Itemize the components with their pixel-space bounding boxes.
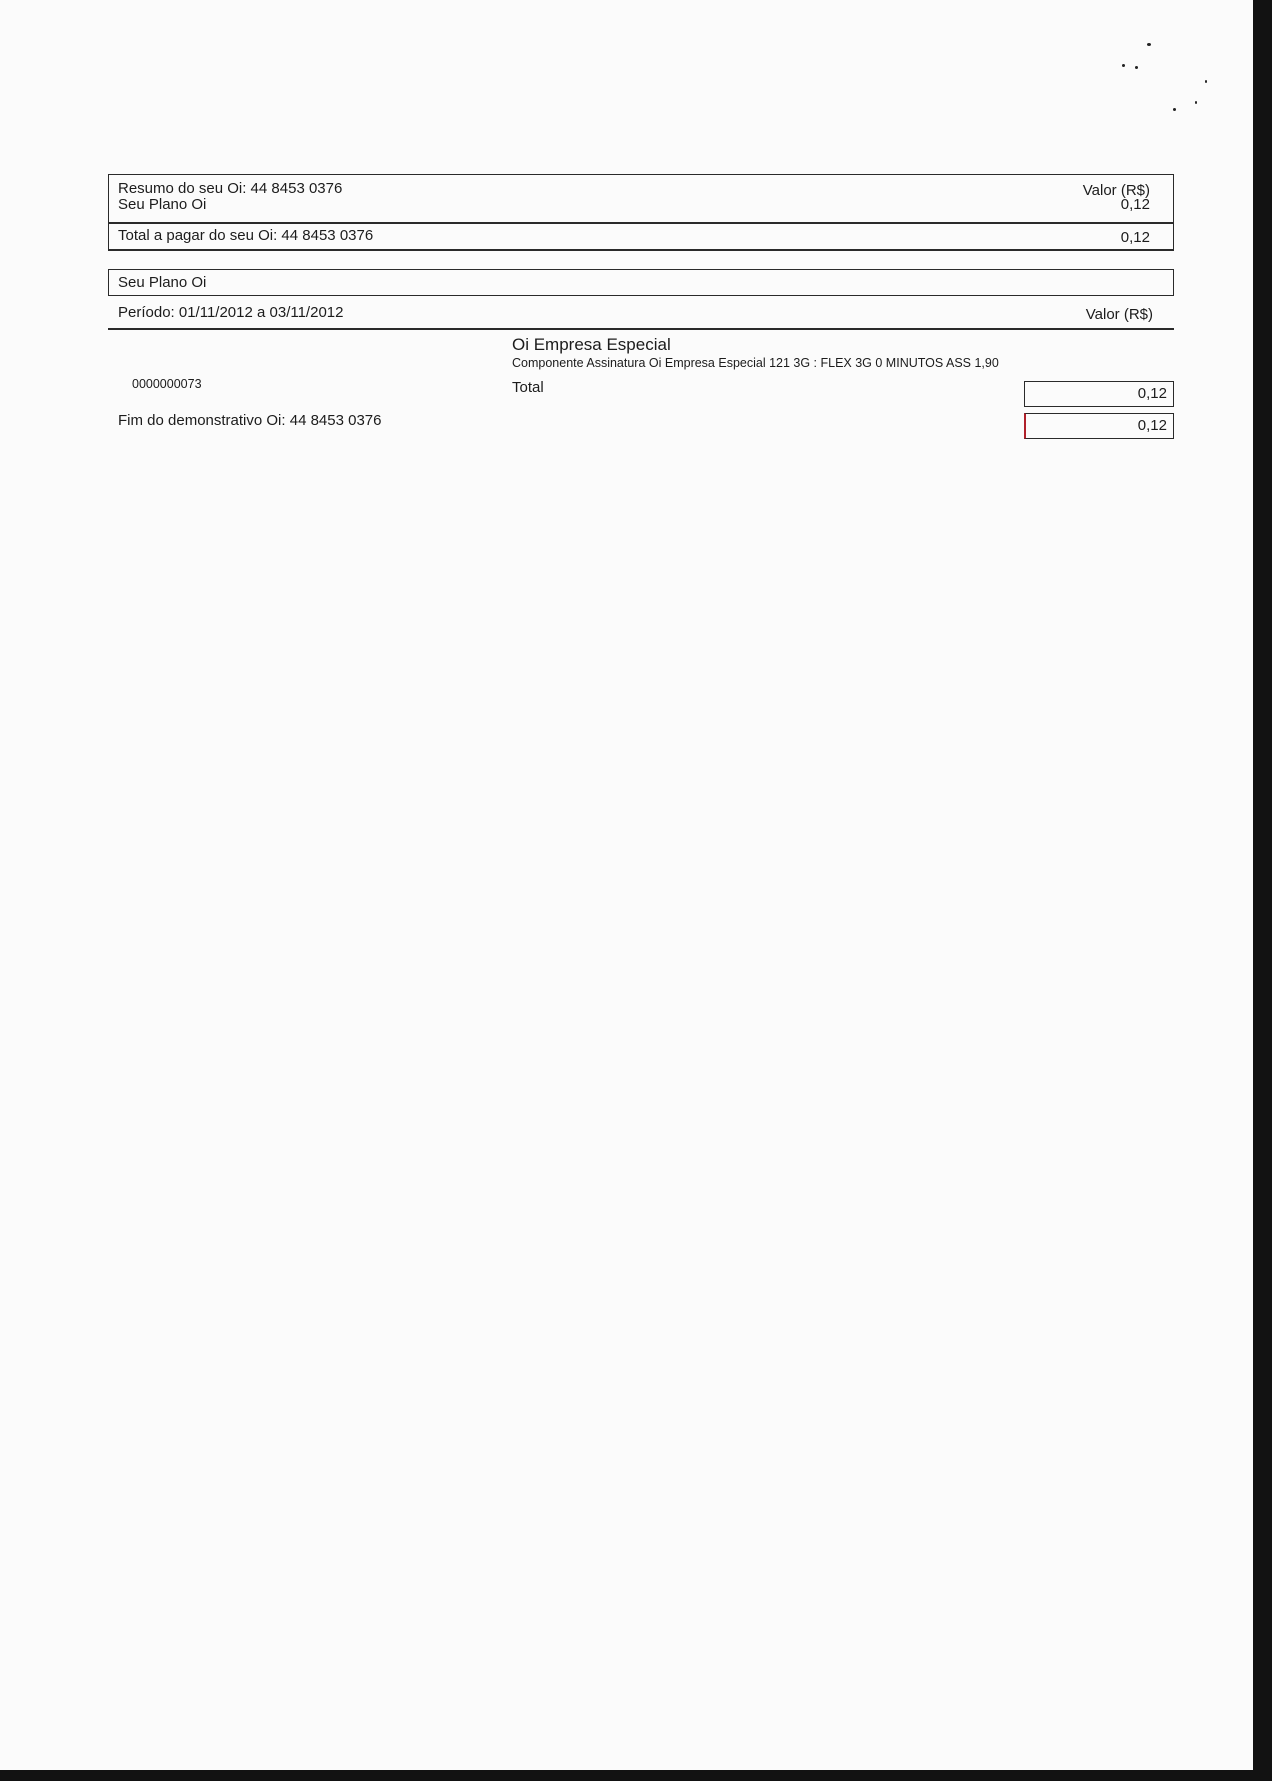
scan-speck (1147, 43, 1151, 46)
scan-speck (1135, 66, 1138, 69)
scan-speck (1205, 80, 1207, 83)
summary-bottom-rule (108, 249, 1174, 251)
plan-section-title: Seu Plano Oi (118, 274, 207, 291)
end-of-statement-value-box: 0,12 (1024, 413, 1174, 439)
scan-speck (1122, 64, 1125, 67)
summary-plan-value: 0,12 (1120, 196, 1150, 213)
period-label: Período: 01/11/2012 a 03/11/2012 (118, 304, 344, 321)
summary-divider (108, 222, 1174, 224)
service-detail: Componente Assinatura Oi Empresa Especial 121 3G : FLEX 3G 0 MINUTOS ASS 1,90 (512, 356, 999, 370)
summary-total-label: Total a pagar do seu Oi: 44 8453 0376 (118, 227, 374, 244)
item-code: 0000000073 (132, 377, 202, 391)
summary-plan-label: Seu Plano Oi (118, 196, 207, 213)
scan-speck (1195, 101, 1197, 104)
plan-value-header: Valor (R$) (1085, 306, 1153, 323)
summary-title: Resumo do seu Oi: 44 8453 0376 (118, 180, 343, 197)
scan-border-bottom (0, 1770, 1272, 1781)
plan-title-box (108, 269, 1174, 296)
summary-total-value: 0,12 (1120, 229, 1150, 246)
summary-value-header: Valor (R$) (1082, 182, 1150, 199)
scan-speck (1173, 108, 1176, 111)
service-name: Oi Empresa Especial (512, 335, 671, 354)
period-divider (108, 328, 1174, 330)
plan-total-value-box: 0,12 (1024, 381, 1174, 407)
end-of-statement-label: Fim do demonstrativo Oi: 44 8453 0376 (118, 412, 382, 429)
scan-border-right (1253, 0, 1272, 1781)
plan-total-label: Total (512, 379, 544, 396)
